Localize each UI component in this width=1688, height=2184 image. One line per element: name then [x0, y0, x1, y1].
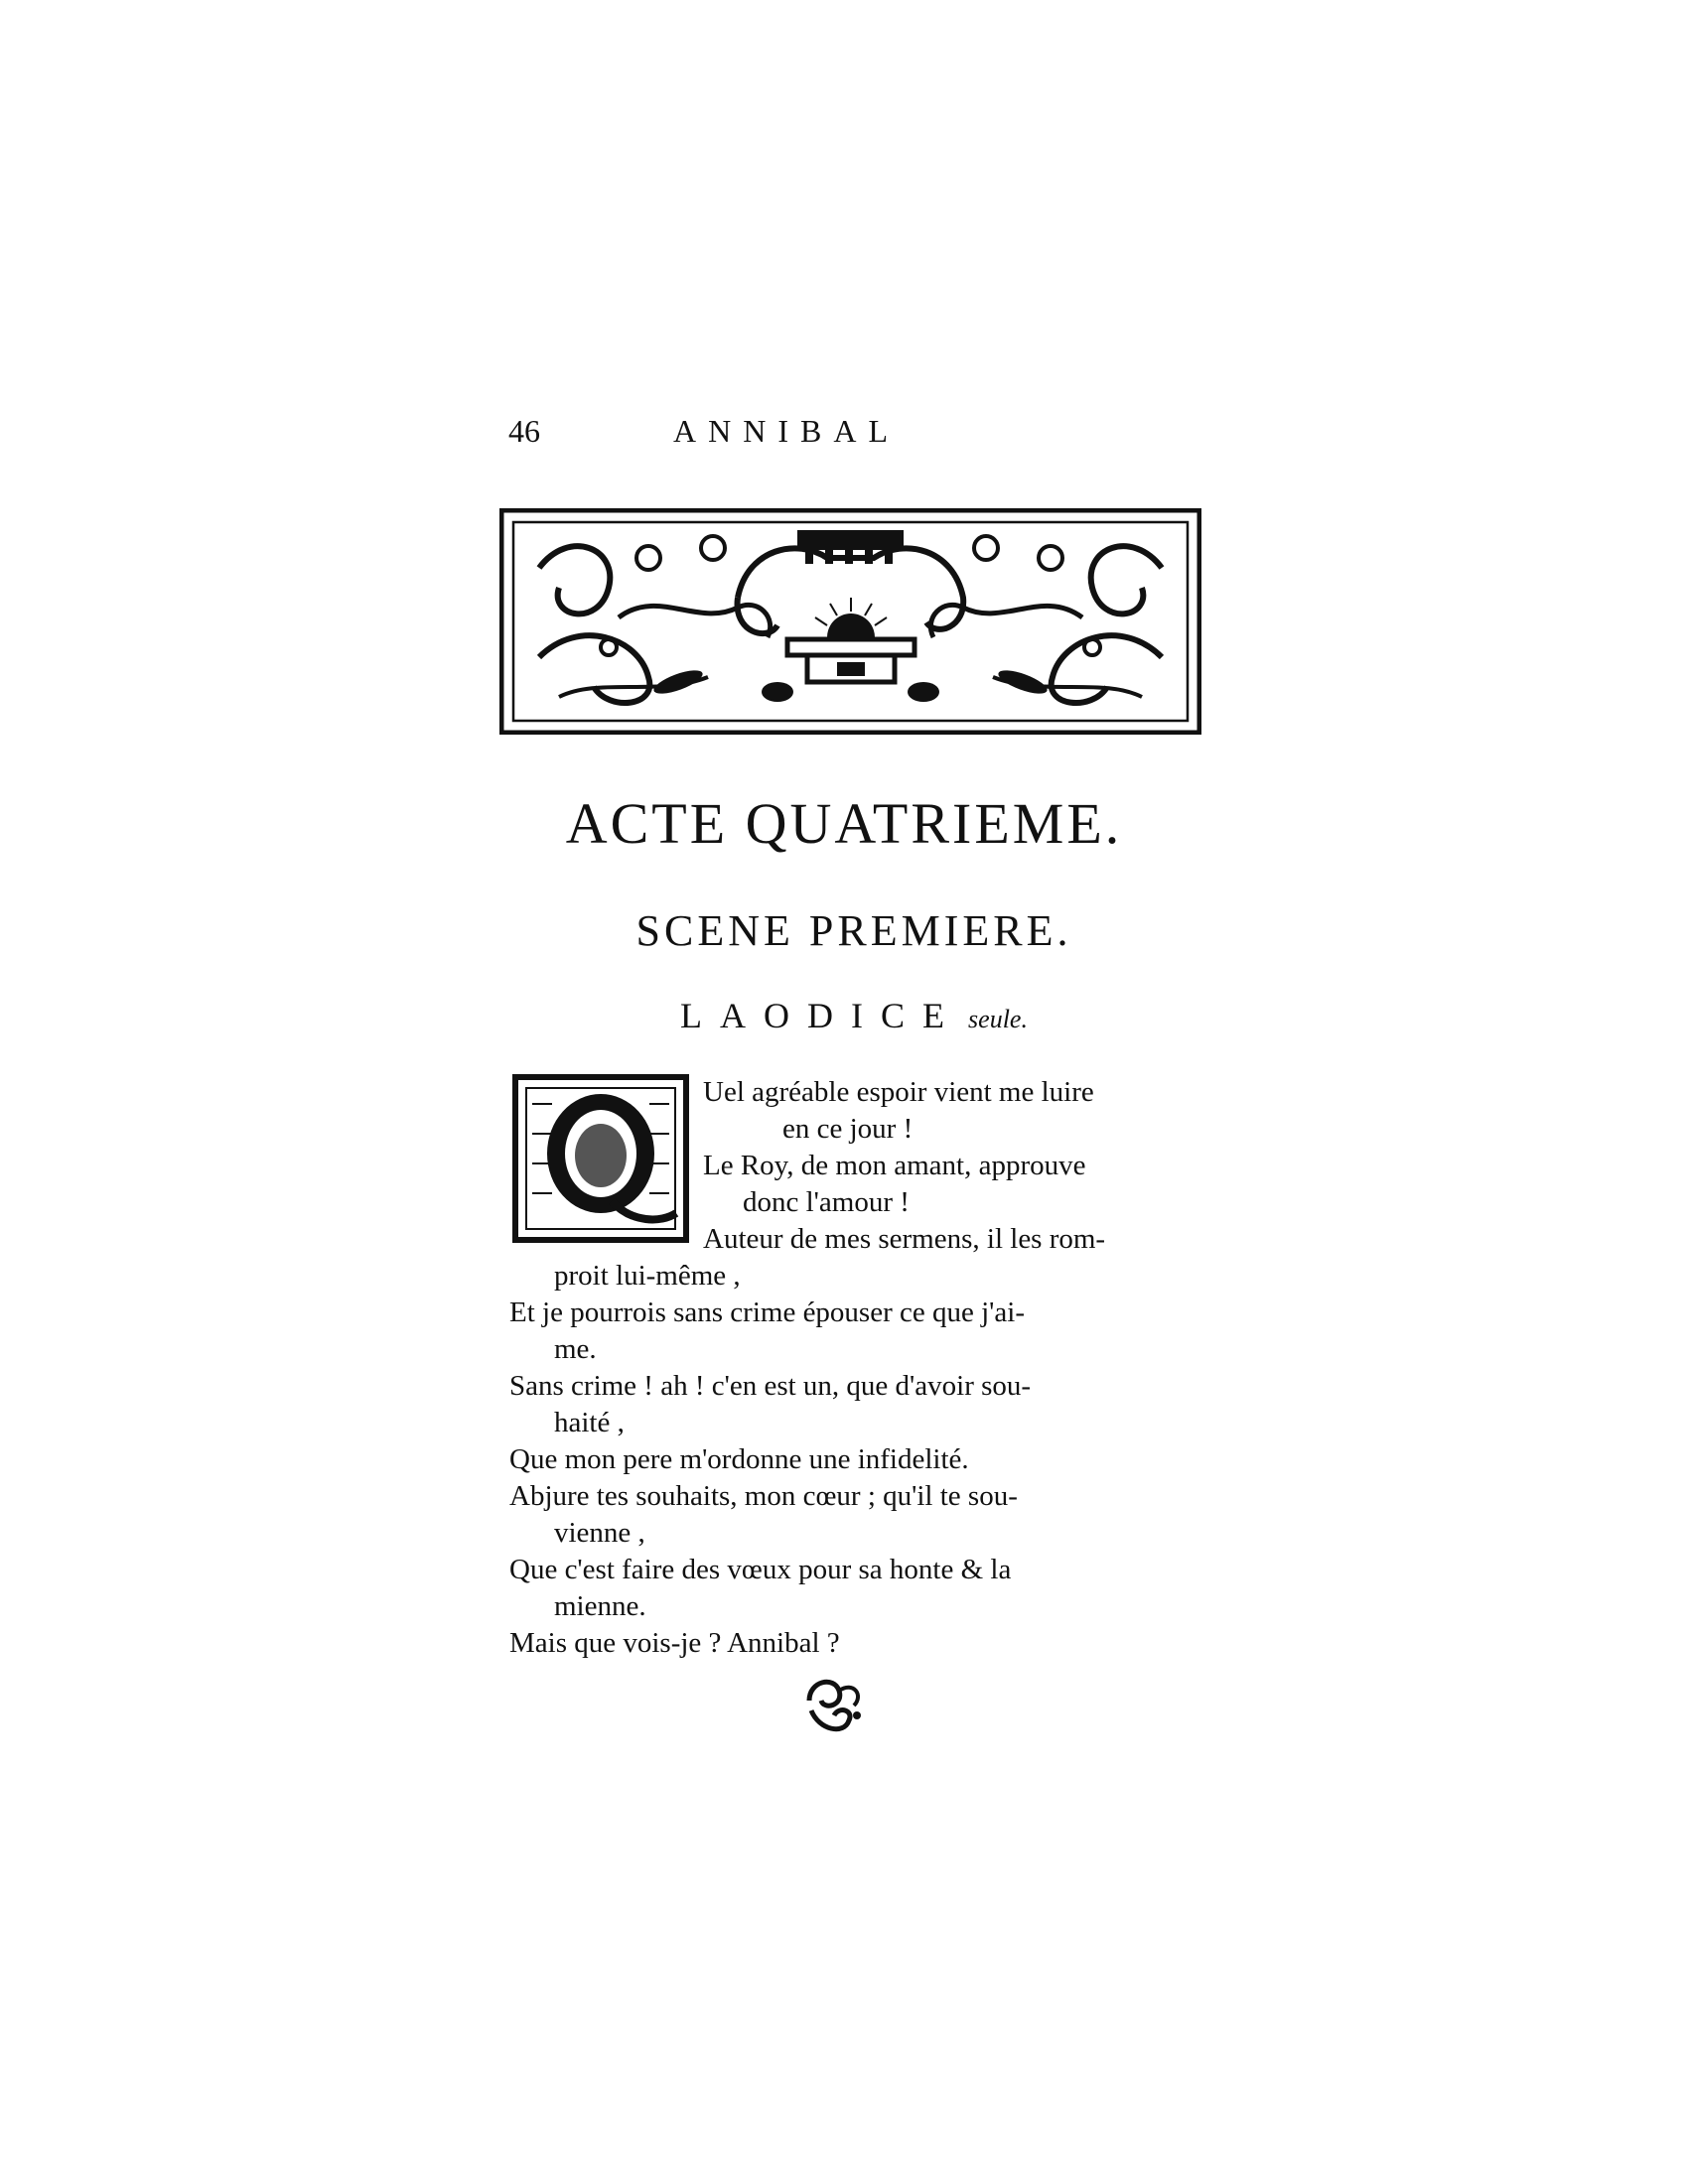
verse-line: Mais que vois-je ? Annibal ? — [509, 1627, 840, 1659]
scene-title: SCENE PREMIERE. — [635, 906, 1072, 955]
floral-headpiece-icon — [499, 508, 1201, 735]
verse-line: proit lui-même , — [554, 1260, 741, 1292]
verse-line: Sans crime ! ah ! c'en est un, que d'avoir sou- — [509, 1370, 1032, 1402]
act-title: ACTE QUATRIEME. — [565, 791, 1123, 856]
verse-line: Le Roy, de mon amant, approuve — [703, 1150, 1086, 1181]
verse-line: Auteur de mes sermens, il les rom- — [703, 1223, 1106, 1255]
speaker-name: LAODICE — [680, 996, 963, 1035]
running-title: ANNIBAL — [673, 413, 900, 449]
verse-line: me. — [554, 1333, 597, 1365]
verse-line: en ce jour ! — [782, 1113, 914, 1145]
stage-direction: seule. — [968, 1005, 1028, 1033]
verse-line: Que c'est faire des vœux pour sa honte & la — [509, 1554, 1012, 1585]
verse-line: Abjure tes souhaits, mon cœur ; qu'il te sou- — [509, 1480, 1018, 1512]
verse-line: donc l'amour ! — [743, 1186, 910, 1218]
verse-line: Que mon pere m'ordonne une infidelité. — [509, 1443, 969, 1475]
speaker-line — [556, 995, 1152, 1036]
verse-line: Et je pourrois sans crime épouser ce que j'ai- — [509, 1297, 1025, 1328]
fleuron-tailpiece-icon — [799, 1671, 869, 1740]
drop-cap-q-icon — [512, 1074, 689, 1243]
running-head — [508, 413, 1064, 463]
page-number: 46 — [508, 413, 540, 449]
verse-line: vienne , — [554, 1517, 645, 1549]
verse-line: haité , — [554, 1407, 625, 1438]
verse-line: Uel agréable espoir vient me luire — [703, 1076, 1094, 1108]
verse-line: mienne. — [554, 1590, 646, 1622]
